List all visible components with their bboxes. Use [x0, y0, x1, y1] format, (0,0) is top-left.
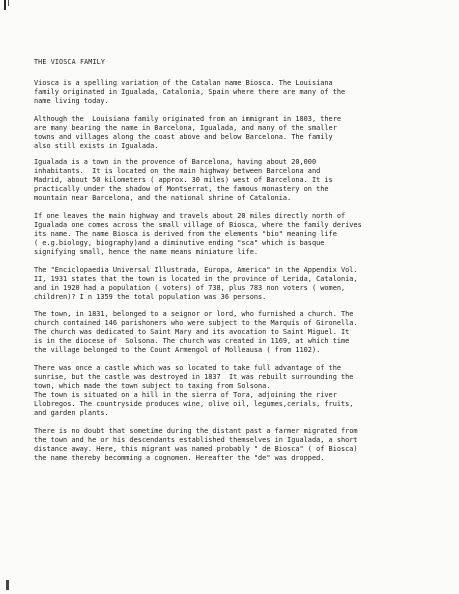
text-line: children)? I n 1359 the total population was 36 persons.: [34, 293, 267, 302]
text-line: Llobregos. The countryside produces wine, olive oil, legumes,cerials, fruits,: [34, 400, 354, 409]
scan-edge-mark: [4, 0, 6, 10]
text-line: Madrid, about 50 kilometers ( approx. 30 miles) west of Barcelona. It is: [34, 176, 333, 185]
text-line: name living today.: [34, 97, 109, 106]
text-line: Although the Louisiana family originated from an immigrant in 1803, there: [34, 115, 341, 123]
text-line: also still exists in Igualada.: [34, 142, 159, 151]
text-line: Igualada is a town in the provence of Barcelona, having about 20,000: [34, 158, 317, 166]
text-line: ( e.g.biology, biography)and a diminutive ending "sca" which is basque: [34, 239, 325, 248]
text-line: town, which made the town subject to taxing from Solsona.: [34, 382, 271, 391]
text-line: is in the diocese of Solsona. The church was created in 1169, at which time: [34, 337, 350, 346]
paragraph-7: [34, 364, 444, 419]
text-line: There was once a castle which was so located to take full advantage of the: [34, 364, 341, 372]
paragraph-8: [34, 427, 444, 463]
text-line: its name. The name Biosca is derived from the elements "bio" meaning life: [34, 230, 337, 239]
scan-edge-mark: [8, 0, 9, 6]
text-line: The church was dedicated to Saint Mary and its avocation to Saint Miguel. It: [34, 328, 350, 337]
text-line: Igualada one comes across the small village of Biosca, where the family derives: [34, 221, 362, 230]
text-line: Viosca is a spelling variation of the Catalan name Biosca. The Louisiana: [34, 79, 333, 87]
paragraph-2: [34, 115, 444, 151]
paragraph-1: [34, 79, 444, 106]
text-line: mountain near Barcelona, and the national shrine of Catalonia.: [34, 194, 292, 203]
paragraph-4: [34, 212, 444, 257]
text-line: are many bearing the name in Barcelona, Igualada, and many of the smaller: [34, 124, 337, 133]
text-line: The town is situated on a hill in the sierra of Tora, adjoining the river: [34, 391, 337, 400]
text-line: distance away. Here, this migrant was named probably " de Biosca" ( of Biosca): [34, 445, 358, 454]
scan-edge-mark: [6, 580, 9, 590]
text-line: If one leaves the main highway and travels about 20 miles directly north of: [34, 212, 346, 220]
text-line: and garden plants.: [34, 409, 109, 418]
text-line: and in 1920 had a population ( voters) of 738, plus 783 non voters ( women,: [34, 284, 346, 293]
paragraph-5: [34, 266, 444, 302]
text-line: towns and villages along the coast above and below Barcelona. The family: [34, 133, 333, 142]
text-line: There is no doubt that sometime during the distant past a farmer migrated from: [34, 427, 358, 435]
text-line: The town, in 1831, belonged to a seignor or lord, who furnished a church. The: [34, 310, 354, 318]
text-line: family originated in Igualada, Catalonia, Spain where there are many of the: [34, 88, 346, 97]
text-line: practically under the shadow of Montserrat, the famous monastery on the: [34, 185, 329, 194]
text-line: signifying small, hence the name means miniature life.: [34, 248, 259, 257]
text-line: the town and he or his descendants established themselves in Igualada, a short: [34, 436, 358, 445]
text-line: II, 1931 states that the town is located in the province of Lerida, Catalonia,: [34, 275, 358, 284]
text-line: sunrise, but the castle was destroyed in 1837 It was rebuilt surrounding the: [34, 373, 354, 382]
text-line: the village belonged to the Count Armengol of Molleausa ( from 1102).: [34, 346, 321, 355]
paragraph-3: [34, 158, 444, 203]
text-line: church contained 146 parishoners who were subject to the Marquis of Gironella.: [34, 319, 358, 328]
text-line: The "Enciclopaedia Universal Illustrada, Europa, America" in the Appendix Vol.: [34, 266, 358, 274]
text-line: the name thereby becomming a cognomen. Hereafter the "de" was dropped.: [34, 454, 325, 463]
paragraph-6: [34, 310, 444, 355]
text-line: inhabitants. It is located on the main highway between Barcelona and: [34, 167, 321, 176]
document-title: THE VIOSCA FAMILY: [34, 58, 105, 66]
